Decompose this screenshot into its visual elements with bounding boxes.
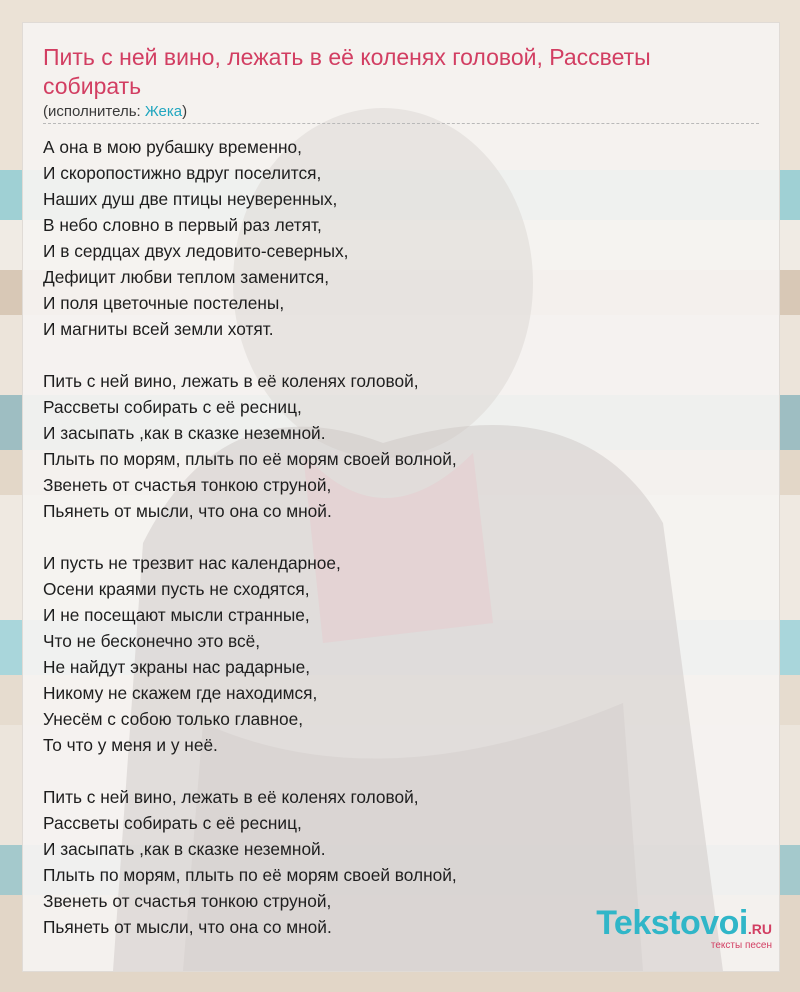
lyric-line: И поля цветочные постелены, xyxy=(43,293,285,313)
lyric-line: Осени краями пусть не сходятся, xyxy=(43,579,310,599)
lyric-line: Пьянеть от мысли, что она со мной. xyxy=(43,501,332,521)
lyric-line: Не найдут экраны нас радарные, xyxy=(43,657,311,677)
logo-tagline: тексты песен xyxy=(710,940,772,951)
lyric-line: Звенеть от счастья тонкою струной, xyxy=(43,891,332,911)
artist-suffix: ) xyxy=(182,103,188,120)
logo-wordmark: Tekstovoi xyxy=(596,904,748,942)
lyric-line: Унесём с собою только главное, xyxy=(43,709,304,729)
lyric-line: Дефицит любви теплом заменится, xyxy=(43,267,330,287)
lyrics-card xyxy=(22,22,780,972)
lyric-line: Рассветы собирать с её ресниц, xyxy=(43,813,302,833)
lyric-line: И пусть не трезвит нас календарное, xyxy=(43,553,341,573)
lyric-line: А она в мою рубашку временно, xyxy=(43,137,302,157)
verse-1 xyxy=(43,134,759,342)
artist-link[interactable]: Жека xyxy=(144,103,183,120)
chorus-1 xyxy=(43,368,759,524)
lyric-line: Пить с ней вино, лежать в её коленях головой, xyxy=(43,787,419,807)
lyric-line: Рассветы собирать с её ресниц, xyxy=(43,397,302,417)
lyric-line: И в сердцах двух ледовито-северных, xyxy=(43,241,349,261)
lyric-line: И засыпать ,как в сказке неземной. xyxy=(43,423,326,443)
lyric-line: Никому не скажем где находимся, xyxy=(43,683,318,703)
lyric-line: И скоропостижно вдруг поселится, xyxy=(43,163,322,183)
lyric-line: Плыть по морям, плыть по её морям своей волной, xyxy=(43,449,457,469)
site-logo[interactable] xyxy=(596,904,772,951)
lyric-line: Наших душ две птицы неуверенных, xyxy=(43,189,338,209)
lyric-line: Что не бесконечно это всё, xyxy=(43,631,261,651)
lyric-line: Пьянеть от мысли, что она со мной. xyxy=(43,917,332,937)
artist-prefix: (исполнитель: xyxy=(43,103,145,120)
artist-line xyxy=(43,103,187,120)
lyrics-text xyxy=(43,134,759,966)
divider xyxy=(43,123,759,124)
lyric-line: И не посещают мысли странные, xyxy=(43,605,310,625)
lyric-line: И засыпать ,как в сказке неземной. xyxy=(43,839,326,859)
lyric-line: То что у меня и у неё. xyxy=(43,735,218,755)
lyric-line: И магниты всей земли хотят. xyxy=(43,319,274,339)
lyric-line: Плыть по морям, плыть по её морям своей волной, xyxy=(43,865,457,885)
logo-domain: .RU xyxy=(747,921,772,937)
lyric-line: В небо словно в первый раз летят, xyxy=(43,215,322,235)
lyric-line: Пить с ней вино, лежать в её коленях головой, xyxy=(43,371,419,391)
lyric-line: Звенеть от счастья тонкою струной, xyxy=(43,475,332,495)
verse-2 xyxy=(43,550,759,758)
song-title: Пить с ней вино, лежать в её коленях головой, Рассветы собирать xyxy=(43,44,651,99)
